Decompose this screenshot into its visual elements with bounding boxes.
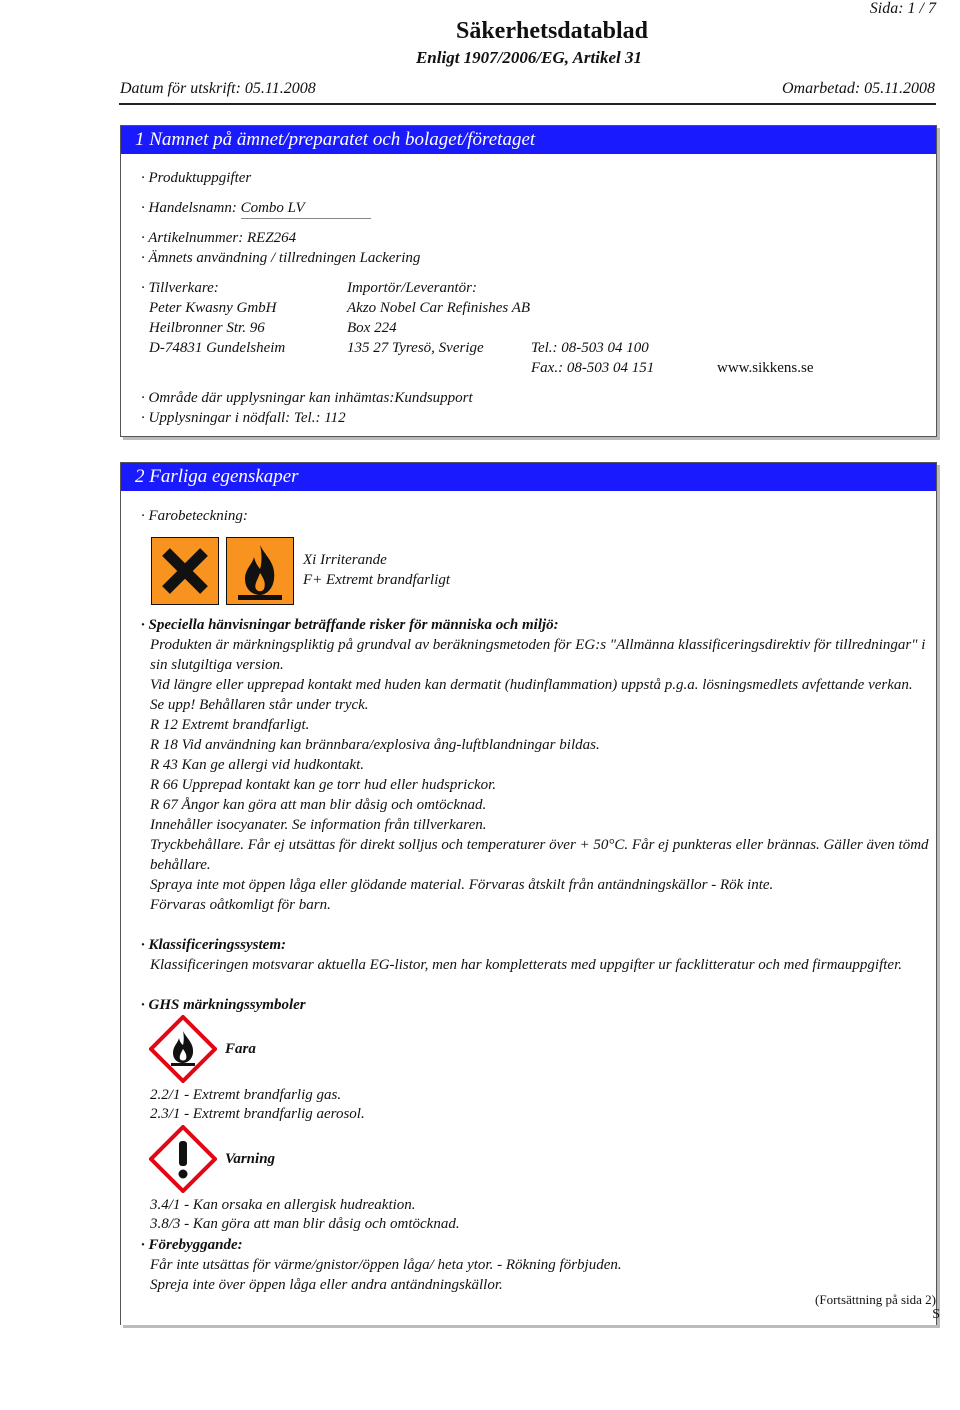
xi-irriterande: Xi Irriterande [303,552,387,568]
handelsnamn-row [141,198,371,219]
ghs-label: · GHS märkningssymboler [141,997,306,1013]
ghs-fara-signal: Fara [225,1041,256,1057]
importor-label: Importör/Leverantör: [347,280,477,296]
speciella-line: Se upp! Behållaren står under tryck. [150,697,369,713]
produktuppgifter-label: · Produktuppgifter [141,170,252,186]
anvandning-value: Lackering [359,250,421,266]
nodfall-label: · Upplysningar i nödfall: [141,410,291,426]
artikelnummer-row [141,228,296,248]
forebyggande-label: · Förebyggande: [141,1237,243,1253]
fplus-extremt-brandfarligt: F+ Extremt brandfarligt [303,572,451,588]
fara-line: 2.2/1 - Extremt brandfarlig gas. [150,1087,342,1103]
anvandning-row [141,248,420,268]
speciella-line: R 12 Extremt brandfarligt. [150,717,310,733]
speciella-line: R 18 Vid användning kan brännbara/explosiva ång-luftblandningar bildas. [150,737,600,753]
ghs-varning-signal: Varning [225,1151,276,1167]
speciella-line: R 67 Ångor kan göra att man blir dåsig och omtöcknad. [150,797,487,813]
tillverkare-line: Peter Kwasny GmbH [149,300,277,316]
importor-line: Box 224 [347,320,397,336]
telephone: Tel.: 08-503 04 100 [531,340,649,356]
tillverkare-line: D-74831 Gundelsheim [149,340,286,356]
omrade-label: · Område där upplysningar kan inhämtas: [141,390,395,406]
speciella-line: Förvaras oåtkomligt för barn. [150,897,331,913]
website-link[interactable]: www.sikkens.se [717,360,814,376]
section-2-heading: 2 Farliga egenskaper [121,463,936,491]
speciella-text-block [150,635,940,915]
varning-line: 3.4/1 - Kan orsaka en allergisk hudreaktion. [150,1197,416,1213]
print-date: Datum för utskrift: 05.11.2008 [120,80,316,97]
revised-date: Omarbetad: 05.11.2008 [781,80,935,97]
document-subtitle: Enligt 1907/2006/EG, Artikel 31 [415,48,643,67]
tillverkare-label: · Tillverkare: [141,280,219,296]
klassificering-text: Klassificeringen motsvarar aktuella EG-listor, men har kompletterats med uppgifter ur facklitteratur och med firmauppgifter. [150,957,903,973]
varning-line: 3.8/3 - Kan göra att man blir dåsig och omtöcknad. [150,1216,460,1232]
section-1-heading: 1 Namnet på ämnet/preparatet och bolaget/företaget [121,126,936,154]
ghs-exclamation-icon [149,1125,217,1193]
speciella-line: Produkten är märkningspliktig på grundval av beräkningsmetoden för EG:s "Allmänna klassificeringsdirektiv för tillredningar" i sin slutgiltiga version. [150,637,926,673]
handelsnamn-label: · Handelsnamn: [141,200,237,216]
page-number: Sida: 1 / 7 [869,0,936,17]
fax: Fax.: 08-503 04 151 [531,360,655,376]
nodfall-row [141,408,346,428]
ghs-flame-icon [149,1015,217,1083]
continuation-note: (Fortsättning på sida 2) [815,1292,936,1307]
speciella-line: R 66 Upprepad kontakt kan ge torr hud eller hudsprickor. [150,777,497,793]
artikelnummer-label: · Artikelnummer: [141,230,244,246]
artikelnummer-value: REZ264 [246,230,297,246]
omrade-row [141,388,473,408]
nodfall-value: Tel.: 112 [293,410,346,426]
harmful-x-icon [151,537,219,605]
flame-icon [226,537,294,605]
speciella-line: Tryckbehållare. Får ej utsättas för direkt solljus och temperaturer över + 50°C. Får ej punkteras eller brännas. Gäller även tömd behållare. [150,837,929,873]
importor-line: 135 27 Tyresö, Sverige [347,340,484,356]
section-1 [120,125,937,437]
handelsnamn-value: Combo LV [241,198,371,219]
section-2 [120,462,937,1325]
farobeteckning-label: · Farobeteckning: [141,508,248,524]
speciella-line: Vid längre eller upprepad kontakt med huden kan dermatit (hudinflammation) uppstå p.g.a. lösningsmedlets avfettande verkan. [150,677,913,693]
header-rule [119,103,936,105]
speciella-line: R 43 Kan ge allergi vid hudkontakt. [150,757,364,773]
omrade-value: Kundsupport [394,390,473,406]
forebyggande-line: Spreja inte över öppen låga eller andra antändningskällor. [150,1277,503,1293]
tillverkare-line: Heilbronner Str. 96 [149,320,265,336]
fara-line: 2.3/1 - Extremt brandfarlig aerosol. [150,1106,365,1122]
footer-mark: S [932,1307,940,1322]
document-title: Säkerhetsdatablad [455,18,649,44]
speciella-line: Spraya inte mot öppen låga eller glödande material. Förvaras åtskilt från antändningskällor - Rök inte. [150,877,774,893]
importor-line: Akzo Nobel Car Refinishes AB [347,300,531,316]
speciella-label: · Speciella hänvisningar beträffande risker för människa och miljö: [141,617,559,633]
speciella-line: Innehåller isocyanater. Se information från tillverkaren. [150,817,487,833]
forebyggande-line: Får inte utsättas för värme/gnistor/öppen låga/ heta ytor. - Rökning förbjuden. [150,1257,622,1273]
anvandning-label: · Ämnets användning / tillredningen [141,250,356,266]
klassificering-label: · Klassificeringssystem: [141,937,286,953]
